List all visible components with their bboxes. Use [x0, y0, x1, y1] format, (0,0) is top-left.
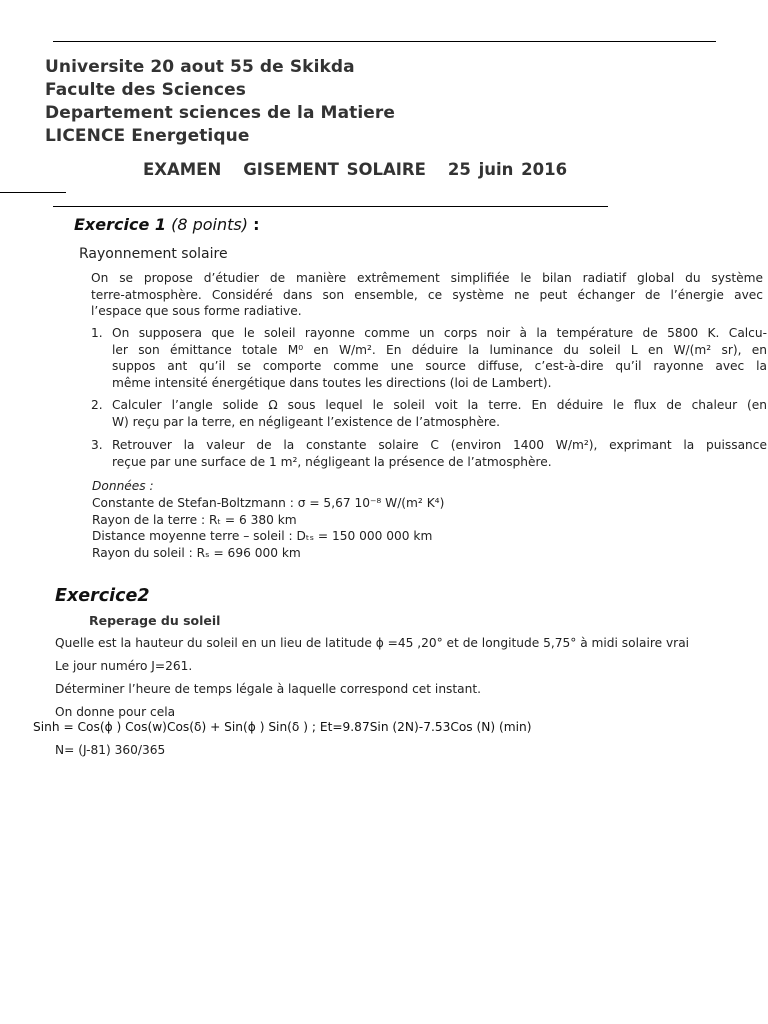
- question-3: [91, 437, 767, 470]
- question-line: suppos ant qu’il se comporte comme une source diffuse, c’est-à-dire qu’il rayonne avec la: [112, 359, 767, 373]
- question-line: Calculer l’angle solide Ω sous lequel le soleil voit la terre. En déduire le flux de chaleur (en: [112, 398, 767, 412]
- exercise2-formula: Sinh = Cos(ϕ ) Cos(w)Cos(δ) + Sin(ϕ ) Sin(δ ) ; Et=9.87Sin (2N)-7.53Cos (N) (min): [33, 720, 532, 734]
- question-line: reçue par une surface de 1 m², négligeant la présence de l’atmosphère.: [112, 454, 552, 469]
- top-rule: [53, 41, 716, 42]
- exercise1-data: [92, 478, 444, 562]
- question-line: Retrouver la valeur de la constante solaire C (environ 1400 W/m²), exprimant la puissance: [112, 438, 767, 452]
- exam-word: EXAMEN: [143, 160, 222, 179]
- exercise2-question: Quelle est la hauteur du soleil en un lieu de latitude ϕ =45 ,20° et de longitude 5,75° à midi solaire vrai: [55, 636, 690, 650]
- exercise1-subtitle: Rayonnement solaire: [79, 246, 228, 262]
- exercise2-subtitle: Reperage du soleil: [89, 613, 221, 628]
- exercise2-instruction: Déterminer l’heure de temps légale à laquelle correspond cet instant.: [55, 682, 482, 696]
- question-line: même intensité énergétique dans toutes les directions (loi de Lambert).: [112, 375, 552, 390]
- data-row-earth-radius: Rayon de la terre : Rₜ = 6 380 km: [92, 512, 297, 527]
- exercise1-title: [74, 215, 259, 234]
- department-name: Departement sciences de la Matiere: [45, 103, 396, 123]
- exam-subject: GISEMENT SOLAIRE: [243, 160, 426, 179]
- program-name: LICENCE Energetique: [45, 126, 250, 146]
- exam-title: [143, 160, 567, 179]
- intro-line: l’espace que sous forme radiative.: [91, 304, 302, 318]
- exercise2-day-number: Le jour numéro J=261.: [55, 659, 193, 673]
- question-number: 2.: [91, 398, 103, 412]
- question-line: ler son émittance totale M⁰ en W/m². En déduire la luminance du soleil L en W/(m² sr), en: [112, 342, 767, 357]
- data-row-distance: Distance moyenne terre – soleil : Dₜₛ = 150 000 000 km: [92, 529, 433, 544]
- exam-date: 25 juin 2016: [447, 160, 568, 179]
- data-heading: Données :: [92, 479, 154, 493]
- question-line: On supposera que le soleil rayonne comme un corps noir à la température de 5800 K. Calcu-: [112, 326, 767, 340]
- university-name: Universite 20 aout 55 de Skikda: [45, 57, 355, 77]
- left-short-rule: [0, 192, 66, 193]
- question-1: [91, 325, 767, 391]
- exercise1-intro: [91, 270, 763, 320]
- title-underline-rule: [53, 206, 608, 207]
- faculty-name: Faculte des Sciences: [45, 80, 246, 100]
- question-line: W) reçu par la terre, en négligeant l’existence de l’atmosphère.: [112, 414, 500, 429]
- question-2: [91, 397, 767, 430]
- exercise1-label: Exercice 1: [74, 215, 166, 234]
- exercise1-colon: :: [253, 215, 260, 234]
- intro-line: terre-atmosphère. Considéré dans son ensemble, ce système ne peut échanger de l’énergie avec: [91, 287, 763, 302]
- intro-line: On se propose d’étudier de manière extrêmement simplifiée le bilan radiatif global du système: [91, 271, 763, 285]
- question-number: 3.: [91, 438, 103, 452]
- exercise2-n-formula: N= (J-81) 360/365: [55, 743, 166, 757]
- question-number: 1.: [91, 326, 103, 340]
- exercise1-points: (8 points): [171, 215, 248, 234]
- exercise2-title: Exercice2: [55, 586, 150, 606]
- data-row-sun-radius: Rayon du soleil : Rₛ = 696 000 km: [92, 546, 301, 561]
- exercise2-given: On donne pour cela: [55, 705, 176, 719]
- data-row-stefan: Constante de Stefan-Boltzmann : σ = 5,67 10⁻⁸ W/(m² K⁴): [92, 495, 445, 510]
